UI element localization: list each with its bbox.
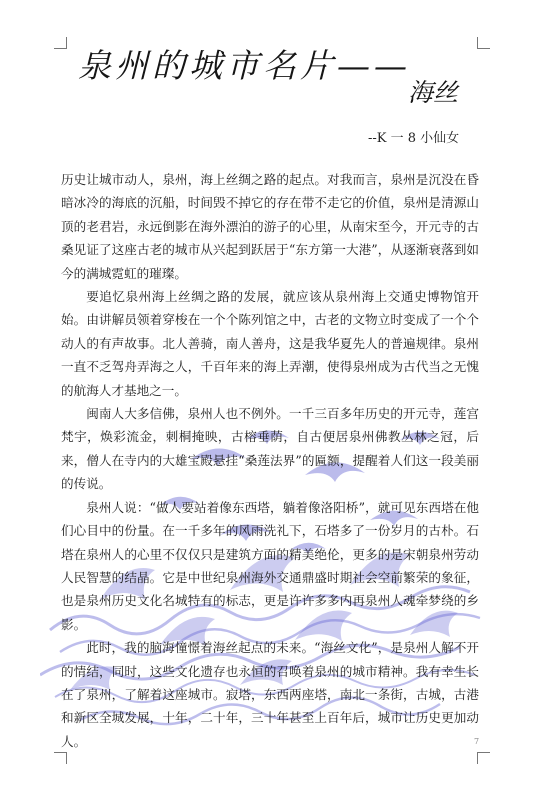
crop-mark-bottom-right [478,752,490,753]
paragraph: 此时，我的脑海憧憬着海丝起点的未来。“海丝文化”，是泉州人解不开的情结，同时，这些文化遗存也永恒的召唤着泉州的城市精神。我有幸生长在了泉州，了解着这座城市。寂塔，东西两座塔，南北一条街，古城，古港和新区全城发展，十年，二十年，三十年甚至上百年后，城市让历史更加动人。 [61,640,479,749]
crop-mark-top-left [66,37,67,49]
paragraph: 泉州人说：“做人要站着像东西塔，躺着像洛阳桥”，就可见东西塔在他们心目中的份量。在一千多年的风雨洗礼下，石塔多了一份岁月的古朴。石塔在泉州人的心里不仅仅只是建筑方面的精美绝伦，更多的是宋朝泉州劳动人民智慧的结晶。它是中世纪泉州海外交通鼎盛时期社会空前繁荣的象征，也是泉州历史文化名城特有的标志，更是许许多多内再泉州人魂牵梦绕的乡影。 [61,499,479,632]
paragraph: 历史让城市动人，泉州，海上丝绸之路的起点。对我而言，泉州是沉没在昏暗冰冷的海底的沉船，时间毁不掉它的存在带不走它的价值，泉州是清源山顶的老君岩，永远倒影在海外漂泊的游子的心里，从南宋至今，开元寺的古桑见证了这座古老的城市从兴起到跃居于“东方第一大港”，从逐渐衰落到如今的满城霓虹的璀璨。 [61,172,479,281]
crop-mark-top-right [478,48,490,49]
crop-mark-top-left [54,48,66,49]
author-byline: --K 一 8 小仙女 [368,131,460,146]
page-title: 泉州的城市名片—— [78,46,411,85]
crop-mark-bottom-right [477,752,478,764]
paragraph: 闽南人大多信佛，泉州人也不例外。一千三百多年历史的开元寺，莲宫梵宇，焕彩流金，刺桐掩映，古榕垂荫，自古便居泉州佛教丛林之冠，后来，僧人在寺内的大雄宝殿悬挂“桑莲法界”的匾额，提醒着人们这一段美丽的传说。 [61,406,479,492]
paragraph: 要追忆泉州海上丝绸之路的发展，就应该从泉州海上交通史博物馆开始。由讲解员领着穿梭在一个个陈列馆之中，古老的文物立时变成了一个个动人的有声故事。北人善骑，南人善舟，这是我华夏先人的普遍规律。泉州一直不乏驾舟弄海之人，千百年来的海上弄潮，使得泉州成为古代当之无愧的航海人才基地之一。 [61,289,479,398]
article-body [61,168,479,753]
page-number: 7 [474,737,480,746]
crop-mark-bottom-left [66,752,67,764]
page-subtitle: 海丝 [408,78,459,107]
